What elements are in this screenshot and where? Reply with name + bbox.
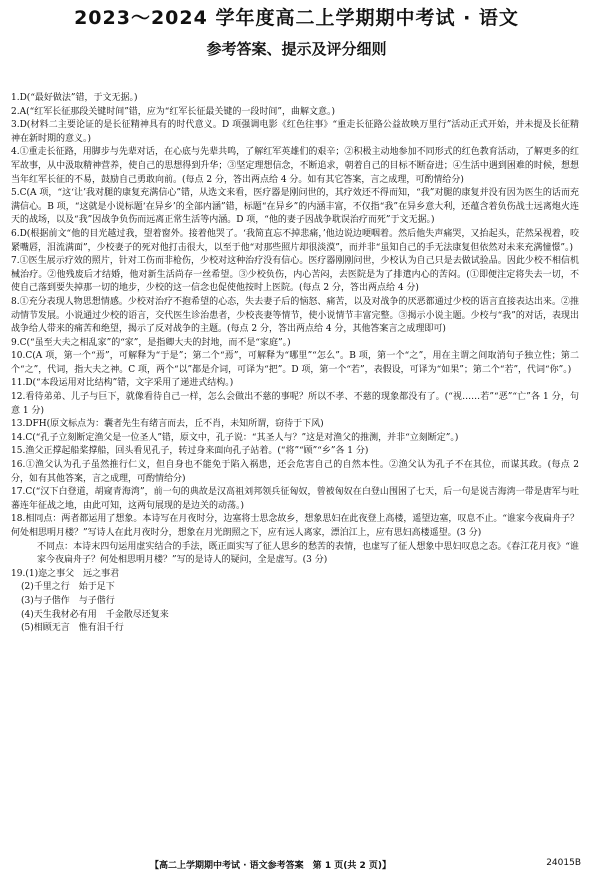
answer-text: ①充分表现人物思想情感。少校对治疗不抱希望的心态，失去妻子后的恼怒、痛苦，以及对战争的厌恶都通过少校的语言直接表达出来。②推动情节发展。小说通过少校的语言，交代医生诊治患者，少校丧妻等情节，使小说情节丰富完整。③揭示小说主题。少校与“我”的对话，表现出战争给人带来的痛苦和绝望，揭示了反对战争的主题。(每点 2 分，答出两点给 4 分，其他答案言之成理即可) xyxy=(11,296,579,335)
poem-line: (2)千里之行 始于足下 xyxy=(21,582,115,593)
answer-text: C(A 项，“这‘让’我对腿的康复充满信心”错，从选文来看，医疗器是刚问世的，其疗效还不得而知，“我”对腿的康复并没有因为医生的话而充满信心。B 项，“这就是小说标题‘在异乡’的全部内涵”错，标题“在异乡”的内涵丰富，不仅指“我”在异乡意大利，还蕴含着负伤战士远离炮火连天的战场，以及“我”因战争负伤而远离正常生活等内涵。D 项，“他的妻子因战争耽误治疗而死”于文无据。) xyxy=(11,188,579,226)
answer-text: 相同点：两者都运用了想象。本诗写在月夜时分，边塞将士思念故乡，想象思妇在此夜登上高楼，遥望边塞，叹息不止。“谁家今夜扁舟子？何处相思明月楼？”写诗人在此月夜时分，想象在月光朗照之下，应有远人离家，漂泊江上，应有思妇高楼遥望。(3 分) xyxy=(11,514,579,538)
answer-item xyxy=(11,296,579,337)
answer-text: ①重走长征路，用脚步与先辈对话，在心底与先辈共鸣，了解红军英雄们的艰辛；②积极主动地参加不同形式的红色教育活动，了解更多的红军故事，从中汲取精神营养，使自己的思想得到升华；③坚定理想信念，不断追求，朝着自己的目标不断奋进；④生活中遇到困难的时候，想想当年红军长征的不易，鼓励自己勇敢向前。(每点 2 分，答出两点给 4 分。如有其它答案，言之成理，可酌情给分) xyxy=(11,147,579,185)
answer-item xyxy=(11,486,579,513)
answer-item xyxy=(11,337,579,351)
answer-text: C(A 项，第一个“焉”，可解释为“于是”；第二个“焉”，可解释为“哪里”“怎么”。B 项，第一个“之”，用在主谓之间取消句子独立性；第二个“之”，代词，指大夫之神。C 项，两个“以”都是介词，可译为“把”。D 项，第一个“若”，表假设，可译为“如果”；第二个“若”，代词“你”。) xyxy=(11,351,579,375)
answer-text: D(根据前文“他的目光越过我，望着窗外。接着他哭了。‘我简直忘不掉悲痛，’他边说边哽咽着。然后他失声痛哭，又抬起头，茫然呆视着，咬紧嘴唇，泪流满面”，少校妻子的死对他打击很大，以至于他“对那些照片却很淡漠”，而并非“虽知自己的手无法康复但依然对未来充满憧憬”。) xyxy=(11,228,579,253)
answer-number: 13. xyxy=(11,419,26,430)
answer-item xyxy=(11,418,579,432)
page-subtitle: 参考答案、提示及评分细则 xyxy=(206,40,387,58)
answer-number: 5. xyxy=(11,188,20,199)
answer-text: D(“最好做法”错，于文无据。) xyxy=(19,93,138,103)
footer-text: 【高二上学期期中考试 · 语文参考答案 第 1 页(共 2 页)】 xyxy=(150,861,391,871)
answer-text: (1)迩之事父 远之事君 xyxy=(25,568,120,579)
answer-number: 16. xyxy=(11,460,26,471)
answer-number: 4. xyxy=(11,147,20,158)
answer-text: D(“本段运用对比结构”错，文字采用了递进式结构。) xyxy=(25,378,234,389)
answer-number: 12. xyxy=(11,392,26,403)
answer-item xyxy=(11,350,579,377)
answer-text: ①渔父认为孔子虽然推行仁义，但自身也不能免于陷入祸患，还会危害自己的自然本性。②渔父认为孔子不在其位，而谋其政。(每点 2 分，如有其他答案，言之成理，可酌情给分) xyxy=(11,460,579,484)
answer-number: 3. xyxy=(11,120,20,131)
poem-line: (5)相顾无言 惟有泪千行 xyxy=(21,623,124,634)
answer-item xyxy=(11,106,579,120)
answer-item xyxy=(11,432,579,446)
answer-number: 2. xyxy=(11,106,20,117)
answer-text: DFH(原文标点为：囊者先生有绪言而去，丘不肖，未知所谓，窃待于下风) xyxy=(25,419,324,430)
answer-item xyxy=(11,391,579,418)
answer-text: C(“汉下白登道，胡窥青海湾”，前一句的典故是汉高祖刘邦领兵征匈奴，曾被匈奴在白登山围困了七天，后一句是说吉海湾一带是唐军与吐蕃连年征战之地，由此可知，这两句展现的是边关的动荡。) xyxy=(11,487,579,511)
answer-item xyxy=(11,459,579,486)
answer-item xyxy=(11,255,579,296)
answer-item xyxy=(11,568,579,582)
answer-text: 渔父正撑起船桨撑船，回头看见孔子，转过身来面向孔子站着。(“将”“顾”“乡”各 1 分) xyxy=(25,446,369,457)
answer-item xyxy=(11,377,579,391)
answer-number: 15. xyxy=(11,446,26,457)
answer-number: 8. xyxy=(11,296,20,307)
answer-number: 19. xyxy=(11,568,26,579)
answer-number: 6. xyxy=(11,228,20,239)
answer-item xyxy=(11,513,579,540)
answer-item xyxy=(11,92,579,106)
answer-text: C(“虽至大夫之相乱家”的“家”，是指卿大夫的封地，而不是“家庭”。) xyxy=(19,337,291,348)
answer-item xyxy=(11,146,579,187)
answer-number: 9. xyxy=(11,337,20,348)
answer-number: 14. xyxy=(11,432,26,443)
answer-text: A(“红军长征那段关键时间”错，应为“红军长征最关键的一段时间”，曲解文意。) xyxy=(19,106,336,117)
answer-number: 17. xyxy=(11,487,26,498)
answer-number: 1. xyxy=(11,93,20,103)
answer-item xyxy=(11,541,579,568)
answer-number: 11. xyxy=(11,378,26,389)
answer-item xyxy=(11,445,579,459)
answer-item xyxy=(11,228,579,255)
answer-number: 10. xyxy=(11,351,26,362)
footer-code: 24015B xyxy=(546,858,581,868)
answer-list xyxy=(11,92,579,636)
answer-text: C(“孔子立刻断定渔父是一位圣人”错，原文中，孔子说：“其圣人与？”这是对渔父的推测，并非“立刻断定”。) xyxy=(25,432,459,443)
answer-number: 18. xyxy=(11,514,26,525)
answer-text: 看待弟弟、儿子与巨下，就像看待自己一样，怎么会做出不慈的事呢？所以不孝、不慈的现象都没有了。(“视……若”“恶”“亡”各 1 分，句意 1 分) xyxy=(11,392,579,416)
answer-text: D(材料二主要论证的是长征精神具有的时代意义。D 项强调电影《红色往事》“重走长征路公益故映万里行”活动正式开始，并未提及长征精神在新时期的意义。) xyxy=(11,120,579,144)
page-title: 2023～2024 学年度高二上学期期中考试 · 语文 xyxy=(74,7,519,29)
answer-item xyxy=(11,187,579,228)
answer-item xyxy=(11,119,579,146)
answer-text: 不同点：本诗末四句运用虚实结合的手法，既正面实写了征人思乡的愁苦的表情，也虚写了征人想象中思妇叹息之态。《春江花月夜》“谁家今夜扁舟子？何处相思明月楼？”写的是诗人的疑问，全是虚写。(3 分) xyxy=(37,541,579,566)
poem-line: (4)天生我材必有用 千金散尽还复来 xyxy=(21,609,169,620)
answer-number: 7. xyxy=(11,256,20,267)
poem-line: (3)与子偕作 与子偕行 xyxy=(21,595,115,606)
answer-text: ①医生展示疗效的照片，针对工伤而非枪伤，少校对这种治疗没有信心。医疗器刚刚问世，少校认为自己只是去做试验品。因此少校不相信机械治疗。②他残废后才结婚，他对新生活尚存一丝希望。③少校负伤，内心苦闷，去医院是为了排遣内心的苦闷。(①即便注定将失去一切，不使自己落到要失掉那一切的地步，少校的这一信念也促使他按时上医院。(每点 2 分，答出两点给 4 分) xyxy=(11,256,579,294)
